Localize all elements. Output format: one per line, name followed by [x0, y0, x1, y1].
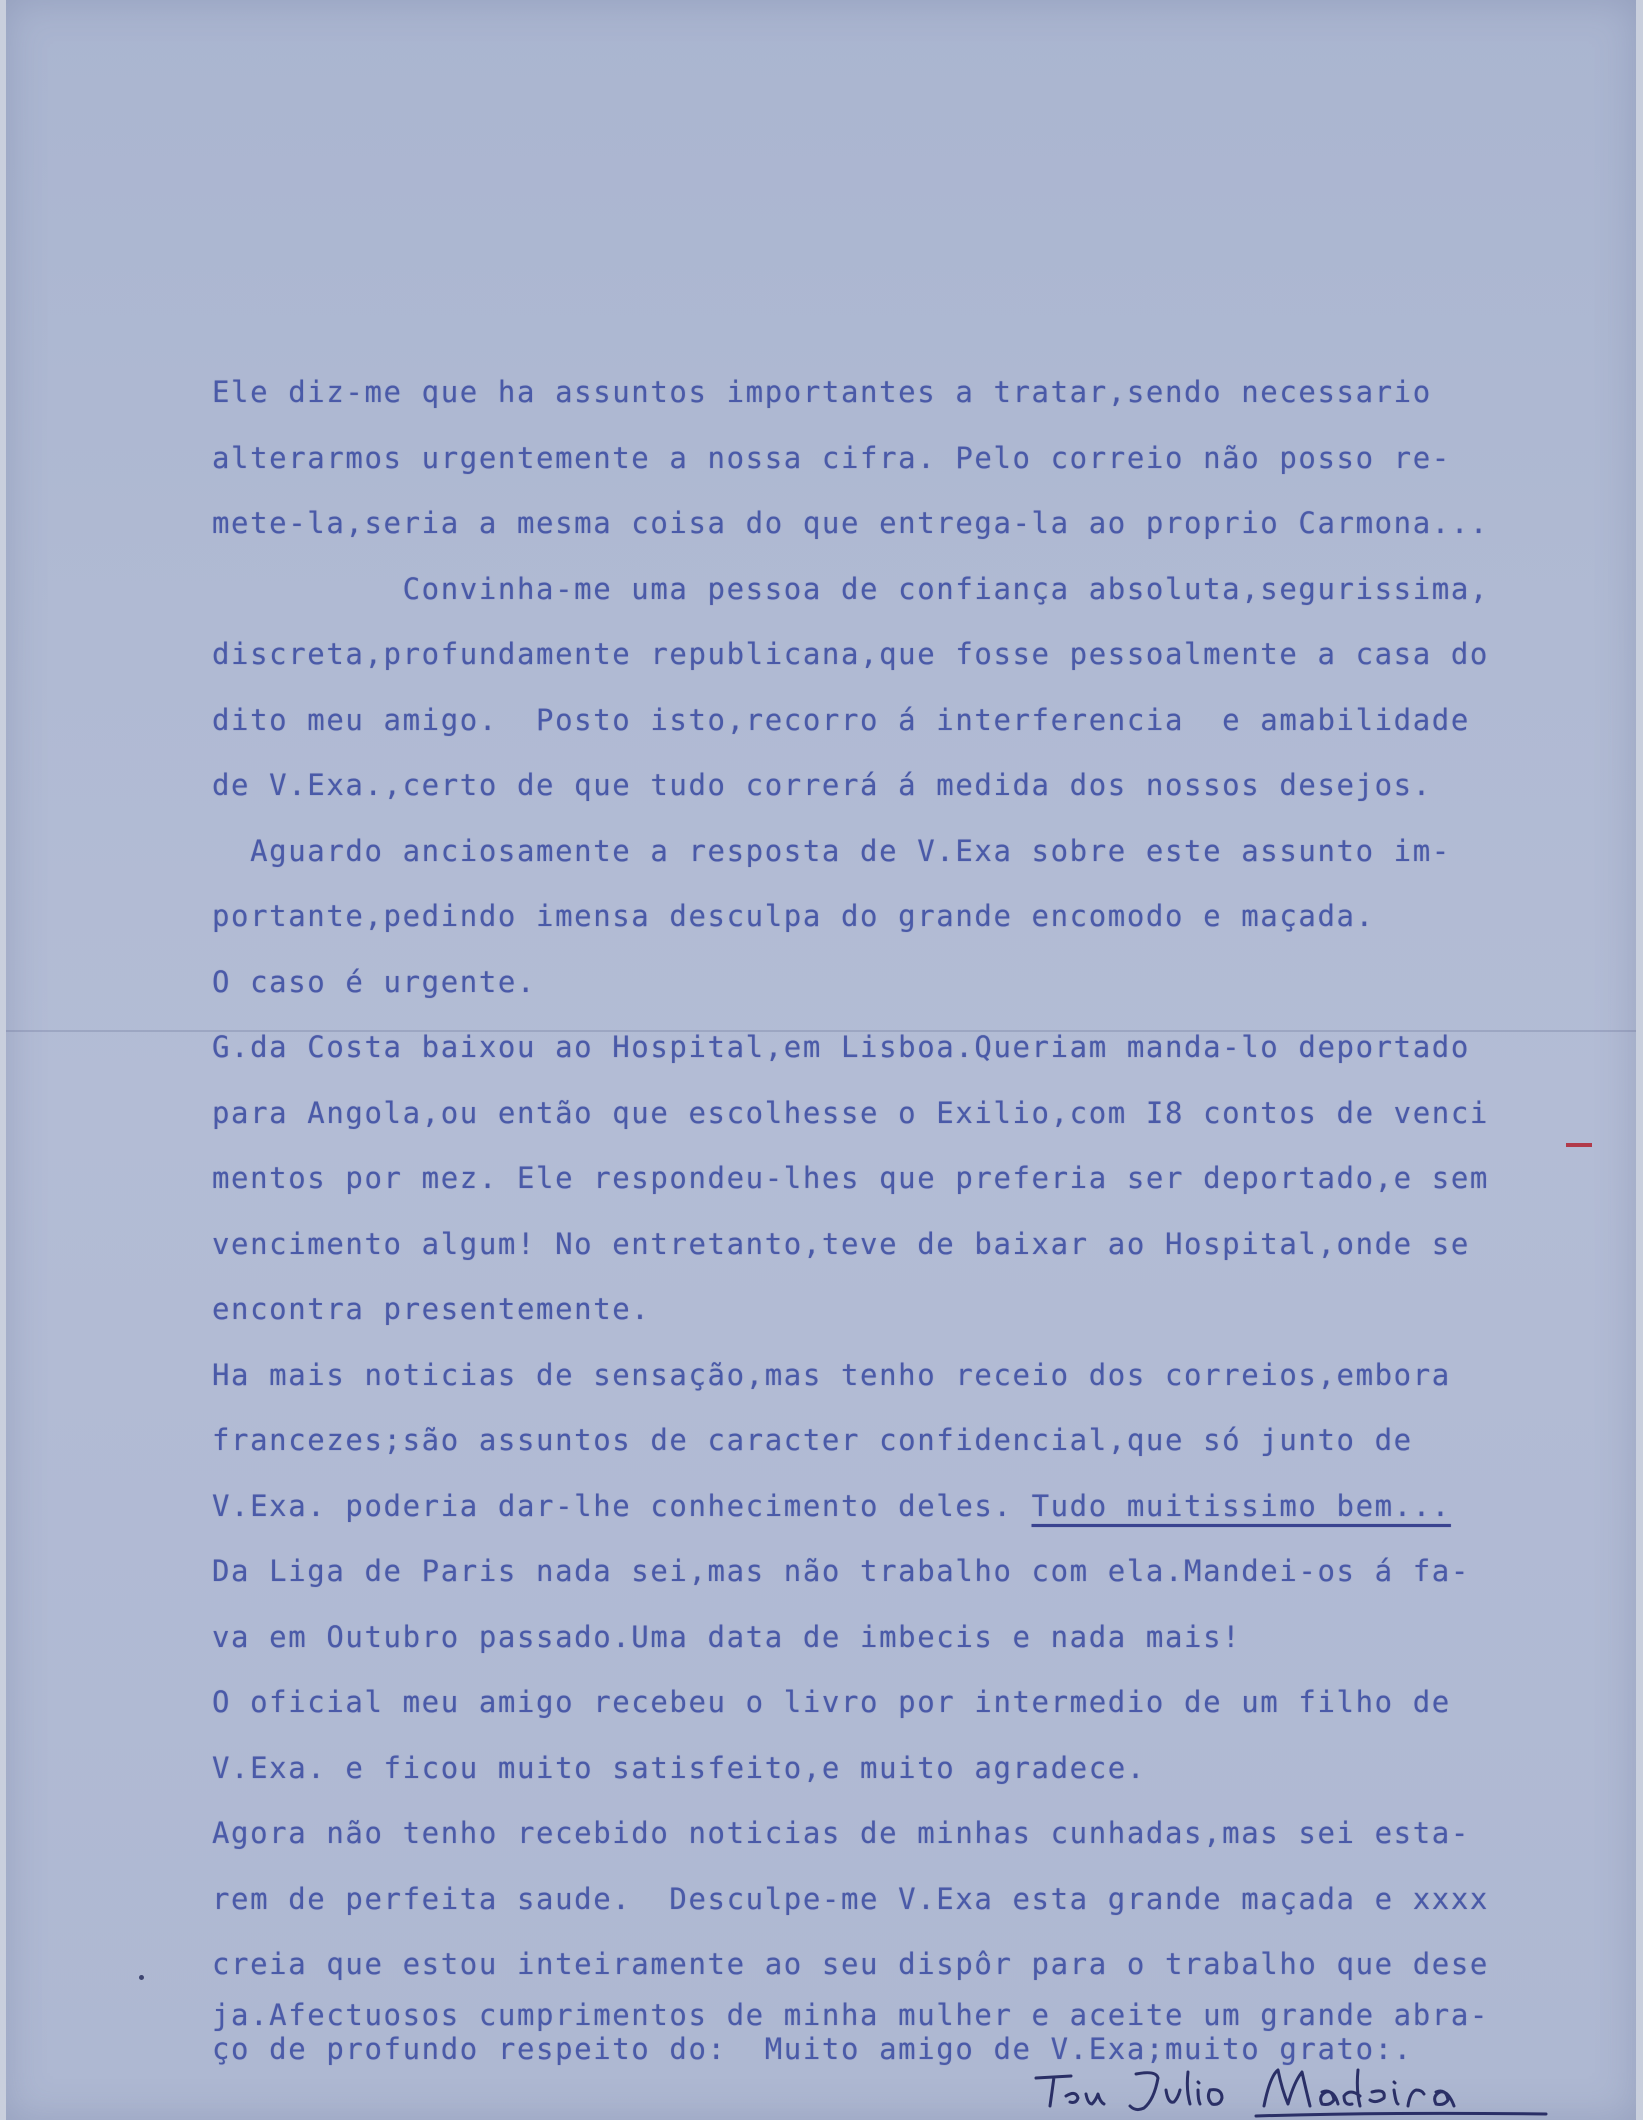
letter-line: Agora não tenho recebido noticias de minhas cunhadas,mas sei esta- [212, 1816, 1470, 1850]
letter-line: va em Outubro passado.Uma data de imbecis e nada mais! [212, 1619, 1242, 1654]
letter-line: ja.Afectuosos cumprimentos de minha mulher e aceite um grande abra- [212, 1997, 1489, 2032]
letter-line: de V.Exa.,certo de que tudo correrá á medida dos nossos desejos. [212, 768, 1432, 802]
letter-line: G.da Costa baixou ao Hospital,em Lisboa.Queriam manda-lo deportado [212, 1030, 1470, 1064]
letter-sheet [6, 0, 1636, 2120]
letter-line: O caso é urgente. [212, 964, 537, 999]
letter-line: Aguardo anciosamente a resposta de V.Exa sobre este assunto im- [212, 833, 1451, 868]
letter-line: Da Liga de Paris nada sei,mas não trabalho com ela.Mandei-os á fa- [212, 1554, 1470, 1588]
letter-line-start: V.Exa. poderia dar-lhe conhecimento deles. [212, 1488, 1032, 1523]
letter-line: vencimento algum! No entretanto,teve de baixar ao Hospital,onde se [212, 1226, 1470, 1261]
letter-line: Ele diz-me que ha assuntos importantes a tratar,sendo necessario [212, 375, 1432, 409]
ink-dot [139, 1975, 144, 1980]
letter-line: para Angola,ou então que escolhesse o Exilio,com I8 contos de venci [212, 1095, 1489, 1130]
letter-line: rem de perfeita saude. Desculpe-me V.Exa esta grande maçada e xxxx [212, 1881, 1489, 1916]
margin-dash-mark [1566, 1143, 1592, 1147]
letter-line: dito meu amigo. Posto isto,recorro á interferencia e amabilidade [212, 702, 1470, 737]
letter-line: ço de profundo respeito do: Muito amigo de V.Exa;muito grato:. [212, 2031, 1413, 2066]
letter-line: encontra presentemente. [212, 1292, 651, 1326]
letter-line: portante,pedindo imensa desculpa do grande encomodo e maçada. [212, 899, 1375, 933]
letter-line: francezes;são assuntos de caracter confidencial,que só junto de [212, 1423, 1413, 1457]
letter-line: discreta,profundamente republicana,que fosse pessoalmente a casa do [212, 637, 1489, 671]
letter-body [212, 360, 1572, 2066]
letter-line: V.Exa. e ficou muito satisfeito,e muito agradece. [212, 1750, 1146, 1785]
handwritten-signature [1026, 2060, 1576, 2120]
letter-line: creia que estou inteiramente ao seu dispôr para o trabalho que dese [212, 1947, 1489, 1981]
letter-line: O oficial meu amigo recebeu o livro por intermedio de um filho de [212, 1685, 1451, 1719]
letter-line: Convinha-me uma pessoa de confiança absoluta,segurissima, [212, 571, 1489, 606]
letter-line: mete-la,seria a mesma coisa do que entrega-la ao proprio Carmona... [212, 506, 1489, 540]
letter-line: alterarmos urgentemente a nossa cifra. Pelo correio não posso re- [212, 440, 1451, 475]
letter-line: mentos por mez. Ele respondeu-lhes que preferia ser deportado,e sem [212, 1161, 1489, 1195]
underlined-phrase: Tudo muitissimo bem... [1031, 1488, 1451, 1523]
letter-line: Ha mais noticias de sensação,mas tenho receio dos correios,embora [212, 1357, 1451, 1392]
letter-line-with-underline [212, 1474, 1572, 1540]
